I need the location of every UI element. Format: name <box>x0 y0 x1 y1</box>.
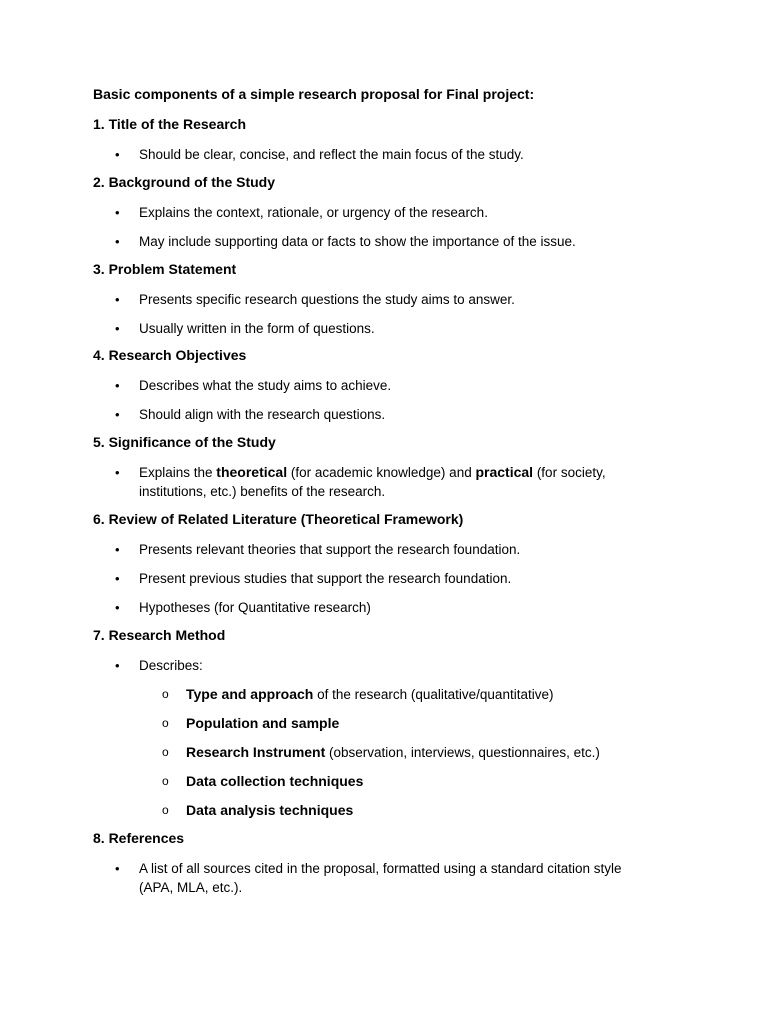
list-item <box>115 859 659 897</box>
bullet-text: Presents relevant theories that support the research foundation. <box>139 542 521 557</box>
bullet-icon: • <box>115 292 120 307</box>
bullet-icon: • <box>115 378 120 393</box>
heading-literature-review: 6. Review of Related Literature (Theoretical Framework) <box>93 511 464 527</box>
list-item <box>115 405 669 424</box>
bold-term: Data analysis techniques <box>186 802 354 818</box>
bold-term: Type and approach <box>186 686 314 702</box>
bullet-icon: • <box>115 407 120 422</box>
list-item <box>115 598 669 617</box>
heading-significance: 5. Significance of the Study <box>93 434 276 450</box>
sub-list-item <box>162 714 340 733</box>
bullet-text: A list of all sources cited in the proposal, formatted using a standard citation style (APA, MLA, etc.). <box>139 861 622 895</box>
bullet-text: Should align with the research questions. <box>139 407 386 422</box>
list-item <box>115 569 669 588</box>
bullet-icon: • <box>115 542 120 557</box>
sub-list-item <box>162 685 554 704</box>
list-item <box>115 203 669 222</box>
bullet-text: Describes: <box>139 658 203 673</box>
sub-item-text: (observation, interviews, questionnaires, etc.) <box>325 745 600 760</box>
bullet-text: May include supporting data or facts to show the importance of the issue. <box>139 234 576 249</box>
bold-term-practical: practical <box>475 464 534 480</box>
circle-bullet-icon: o <box>162 745 169 759</box>
bullet-icon: • <box>115 658 120 673</box>
bold-term: Research Instrument <box>186 744 326 760</box>
heading-research-objectives: 4. Research Objectives <box>93 347 247 363</box>
bullet-icon: • <box>115 571 120 586</box>
heading-title-of-research: 1. Title of the Research <box>93 116 247 132</box>
list-item <box>115 290 669 309</box>
bold-term: Population and sample <box>186 715 340 731</box>
bullet-icon: • <box>115 205 120 220</box>
heading-research-method: 7. Research Method <box>93 627 226 643</box>
bullet-text: Hypotheses (for Quantitative research) <box>139 600 371 615</box>
bullet-text: Describes what the study aims to achieve. <box>139 378 392 393</box>
list-item <box>115 540 669 559</box>
circle-bullet-icon: o <box>162 774 169 788</box>
bullet-icon: • <box>115 600 120 615</box>
bullet-text: Should be clear, concise, and reflect the main focus of the study. <box>139 147 524 162</box>
sub-list-item <box>162 743 600 762</box>
bullet-text: Explains the <box>139 465 217 480</box>
list-item <box>115 145 669 164</box>
bold-term-theoretical: theoretical <box>216 464 288 480</box>
bold-term: Data collection techniques <box>186 773 364 789</box>
bullet-text: Present previous studies that support the research foundation. <box>139 571 512 586</box>
bullet-text: Explains the context, rationale, or urgency of the research. <box>139 205 488 220</box>
circle-bullet-icon: o <box>162 716 169 730</box>
heading-references: 8. References <box>93 830 185 846</box>
bullet-text: Usually written in the form of questions. <box>139 321 375 336</box>
document-title: Basic components of a simple research proposal for Final project: <box>93 86 535 102</box>
list-item <box>115 319 669 338</box>
list-item <box>115 463 639 501</box>
list-item <box>115 232 669 251</box>
circle-bullet-icon: o <box>162 687 169 701</box>
bullet-icon: • <box>115 861 120 876</box>
heading-background: 2. Background of the Study <box>93 174 276 190</box>
bullet-icon: • <box>115 465 120 480</box>
list-item <box>115 656 669 675</box>
bullet-icon: • <box>115 234 120 249</box>
heading-problem-statement: 3. Problem Statement <box>93 261 237 277</box>
bullet-text: Presents specific research questions the study aims to answer. <box>139 292 515 307</box>
bullet-text: (for society, institutions, etc.) benefits of the research. <box>139 465 606 499</box>
list-item <box>115 376 669 395</box>
sub-list-item <box>162 801 354 820</box>
bullet-text: (for academic knowledge) and <box>287 465 476 480</box>
bullet-icon: • <box>115 147 120 162</box>
sub-list-item <box>162 772 364 791</box>
circle-bullet-icon: o <box>162 803 169 817</box>
bullet-icon: • <box>115 321 120 336</box>
sub-item-text: of the research (qualitative/quantitative) <box>313 687 554 702</box>
